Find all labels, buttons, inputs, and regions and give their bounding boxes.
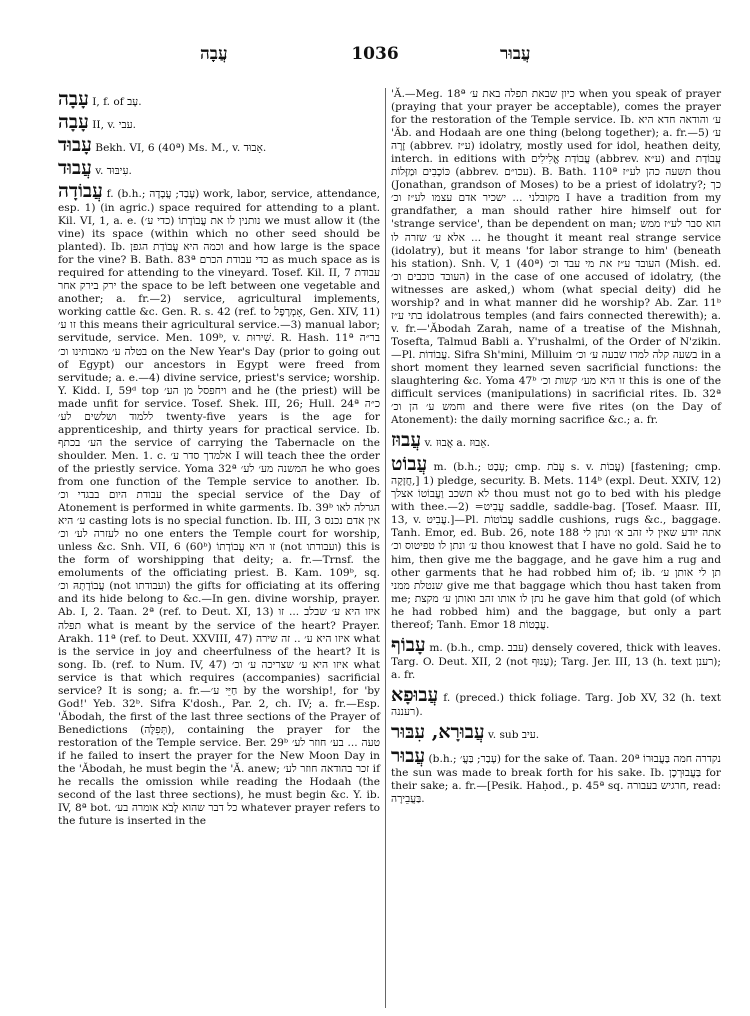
headword: עָבוּד — [58, 134, 92, 156]
dictionary-entry — [58, 180, 380, 828]
right-column — [391, 88, 721, 808]
dictionary-entry — [58, 88, 380, 110]
header-left-word: עֲבָה — [200, 44, 228, 64]
entry-text: (b.h.; עָבַר; בַּעֲ׳) for the sake of. Taan. 20ª נקדרה חמה בַּעֲבוּרוֹ the sun was made to break forth for his sake. Ib. בַּעֲבוּרְכֶן for their sake; a. fr.—[Pesik. Haḥod., p. 45ª sq. חרגיש בעבורה, read: בַּעֲבֵירָה. — [391, 752, 721, 806]
dictionary-entry — [391, 429, 721, 451]
entry-text: v. אֲבוּז a. אֵבוּז. — [421, 437, 490, 450]
left-column — [58, 88, 380, 830]
column-divider — [385, 88, 386, 1008]
entry-text: f. (preced.) thick foliage. Targ. Job XV, 32 (h. text רעננה). — [391, 691, 721, 718]
entry-text: m. (b.h., cmp. עבב) densely covered, thick with leaves. Targ. O. Deut. XII, 2 (not עַנוּף); Targ. Jer. III, 13 (h. text רענן); a. fr. — [391, 641, 721, 681]
headword: עֲבוּז — [391, 429, 422, 452]
dictionary-entry — [391, 745, 721, 806]
dictionary-entry — [391, 721, 721, 743]
dictionary-entry — [58, 111, 380, 133]
dictionary-entry — [391, 684, 721, 719]
headword: עֲבוּרָא, עִבּוּר — [391, 720, 485, 743]
headword: עֲבוֹדָה — [58, 180, 103, 202]
header-right-word: עֲבוּר — [500, 44, 531, 64]
entry-text: 'Ă.—Meg. 18ª כיון שבאת תפלה באת ע׳ when you speak of prayer (praying that your prayer be acceptable), comes the prayer for the restoration of the Temple service. Ib. ע׳ והודאה חדא היא 'Ăb. and Hodaah are one thing (belong together); a. fr.—5) ע׳ זָרָה (abbrev. ע״ז) idolatry, mostly used for idol, heathen deity, interch. in editions with עֲבוֹדַת אֱלִילִים (abbrev. ע״א) and עֲבוֹדַת כּוֹכָבִים וּמַזָּלוֹת (abbrev. עכו״ם). B. Bath. 110ª תשעה כהן לע״ז thou (Jonathan, grandson of Moses) to be a priest of idolatry?; כך מקובלני ... ישכיר אדם עצמו לע״ז וכ׳ I have a tradition from my grandfather, a man should rather hire himself out for 'strange service', than be dependent on man; הוא סבר לע״ז ממש ... אלא ע׳ שזרה לו he thought it meant real strange service (idolatry), but it means 'for labor strange to him' (beneath his station). Snh. V, 1 (40ª) העובד ע״ז את מי עבד וכ׳ (Mish. ed. העובד כוכבים וכ׳) in the case of one accused of idolatry, (the witnesses are asked,) whom (what special deity) did he worship? and in what manner did he worship? Ab. Zar. 11ᵇ בתי ע״ז idolatrous temples (and fairs connected therewith); a. v. fr.—'Ăbodah Zarah, name of a treatise of the Mishnah, Tosefta, Talmud Babli a. Y'rushalmi, of the Order of N'zikin.—Pl. עֲבוֹדוֹת. Sifra Sh'mini, Milluim בשעה קלה למדו שבעה ע׳ וכ׳ in a short moment they learned seven sacrificial functions: the slaughtering &c. Yoma 47ᵇ זו היא מע׳ קשות וכ׳ this is one of the difficult services (manipulations) in sacrificial rites. Ib. 32ª וחמש ע׳ הן וכ׳ and there were five rites (on the Day of Atonement): the daily morning sacrifice &c.; a. fr. — [391, 88, 722, 427]
entry-text: m. (b.h.; עָבַט; cmp. עֲבֹת s. v. עֲבוֹת) [fastening; cmp. חֲזָקָה,] 1) pledge, security. B. Mets. 114ᵇ (expl. Deut. XXIV, 12) לא תשכב וַעֲבוֹטוֹ אצלך thou must not go to bed with his pledge with thee.—2) =עֲבִיט saddle, saddle-bag. [Tosef. Maasr. III, 13, v. עֲבִיט.]—Pl. עֲבוֹטוֹת saddle cushions, rugs &c., baggage. Tanh. Emor, ed. Bub. 26, note 188 אתה יודע שאין לי זהב א׳ ונתן לי ע׳ ונתן לו טפיטוס וכ׳ thou knowest that I have no gold. Said he to him, then give me the baggage, and he gave him a rug and other garments that he had robbed him of; ib. תן לי אותן ע׳ שנטלת ממני give me that baggage which thou hast taken from me; נתן לו אותו זהב ואותן ע׳ מקצת he gave him that gold (of which he had robbed him) and the baggage, but only a part thereof; Tanh. Emor 18 עֲבָטוֹת. — [391, 461, 721, 631]
headword: עֲבוּפָא — [391, 683, 439, 706]
headword: עֲבוֹט — [391, 453, 428, 476]
entry-text: f. (b.h.; עָבַד; עֲבָדָה) work, labor, service, attendance, esp. 1) (in agric.) space required for attending to a plant. Kil. VI, 1, a. e. (כדי ע׳) נותנין לו את עֲבוֹדָתוֹ we must allow it (the vine) its space (within which no other seed should be planted). Ib. וכמה היא עֲבוֹדַת הגפן and how large is the space for the vine? B. Bath. 83ª כדי עבודת הכרם as much space as is required for attending to the vineyard. Tosef. Kil. II, 7 עבודת ירק בירק אחר the space to be left between one vegetable and another; a. fr.—2) service, agricultural implements, working cattle &c. Gen. R. s. 42 (ref. to אָמְרָפֶל, Gen. XIV, 11) זו ע׳ this means their agricultural service.—3) manual labor; servitude, service. Men. 109ᵇ, v. שִׁירוּת. R. Hash. 11ª בר״ה בטלה ע׳ מאבותינו וכ׳ on the New Year's Day (prior to going out of Egypt) our ancestors in Egypt were freed from servitude; a. e.—4) divine service, priest's service; worship. Y. Kidd. I, 59ᵈ top ויחפסל מן הע׳ and he (the priest) will be made unfit for service. Tosef. Shek. III, 26; Hull. 24ª כ״ה ללמוד ושלשים לע׳ twenty-five years is the age for apprenticeship, and thirty years for practical service. Ib. הע׳ בכתף the service of carrying the Tabernacle on the shoulder. Men. 1. c. אלמדך סדר ע׳ I will teach thee the order of the priestly service. Yoma 32ª המשנה מע׳ לע׳ he who goes from one function of the Temple service to another. Ib. עבודת היום בבגדי וכ׳ the special service of the Day of Atonement is performed in white garments. Ib. 39ᵇ הגרלה לאו ע׳ היא casting lots is no special function. Ib. III, 3 אין אדם נכנס לעזרה לע׳ וכ׳ no one enters the Temple court for worship, unless &c. Snh. VII, 6 (60ᵇ) זו היא עֲבוֹדָתוֹ (not ועבודתו) this is the form of worshipping that deity; a. fr.—Trnsf. the emoluments of the officiating priest. B. Kam. 109ᵇ, sq. עֲבוֹדָתָהּ וכ׳ (not ועבודתו) the gifts for officiating at its offering and its hide belong to &c.—In gen. divine worship, prayer. Ab. I, 2. Taan. 2ª (ref. to Deut. XI, 13) איזו היא ע׳ שבלב ... זו תפלה what is meant by the service of the heart? Prayer. Arakh. 11ª (ref. to Deut. XXVIII, 47) איזו היא ע׳ .. זה שירה what is the service in joy and cheerfulness of the heart? It is song. Ib. (ref. to Num. IV, 47) איזו היא ע׳ שצריכה ע׳ וכ׳ what service is that which requires (accompanies) sacrificial service? It is song; a. fr.—חַיֵּי ע׳ by the worship!, for 'by God!' Yeb. 32ᵇ. Sifra K'dosh., Par. 2, ch. IV; a. fr.—Esp. 'Ăbodah, the first of the last three sections of the Prayer of Benedictions (תְּפִלָּה), containing the prayer for the restoration of the Temple service. Ber. 29ᵇ טעה ... בע׳ חוזר לע׳ if he failed to insert the prayer for the New Moon Day in the 'Ăbodah, he must begin the 'Ă. anew; זכר בהודאה חוזר לע׳ if he recalls the omission while reading the Hodaah (the second of the last three sections), he must begin &c. Y. ib. IV, 8ª bot. כל דבר שהוא לָבֹא אומרה בע׳ whatever prayer refers to the future is inserted in the — [58, 188, 381, 828]
entry-text: I, f. of עָב. — [88, 96, 142, 108]
dictionary-entry — [58, 157, 380, 179]
headword: עָבָה — [58, 88, 89, 110]
page-number: 1036 — [351, 44, 399, 64]
entry-text: v. עִיבּוּד. — [91, 165, 132, 177]
headword: עֲבוּר — [391, 744, 426, 767]
dictionary-entry — [391, 453, 721, 632]
entry-text: v. sub עיב. — [484, 728, 540, 741]
entry-text: Bekh. VI, 6 (40ª) Ms. M., v. אָבוּד. — [91, 142, 267, 154]
headword: עֲבוּד — [58, 157, 92, 179]
headword: עָבָה — [58, 111, 89, 133]
entry-text: II, v. עבי. — [88, 119, 137, 131]
dictionary-entry — [391, 634, 721, 682]
dictionary-entry — [58, 134, 380, 156]
dictionary-entry-continued — [391, 88, 721, 427]
headword: עָבוֹף — [391, 633, 426, 656]
running-header — [0, 44, 750, 72]
